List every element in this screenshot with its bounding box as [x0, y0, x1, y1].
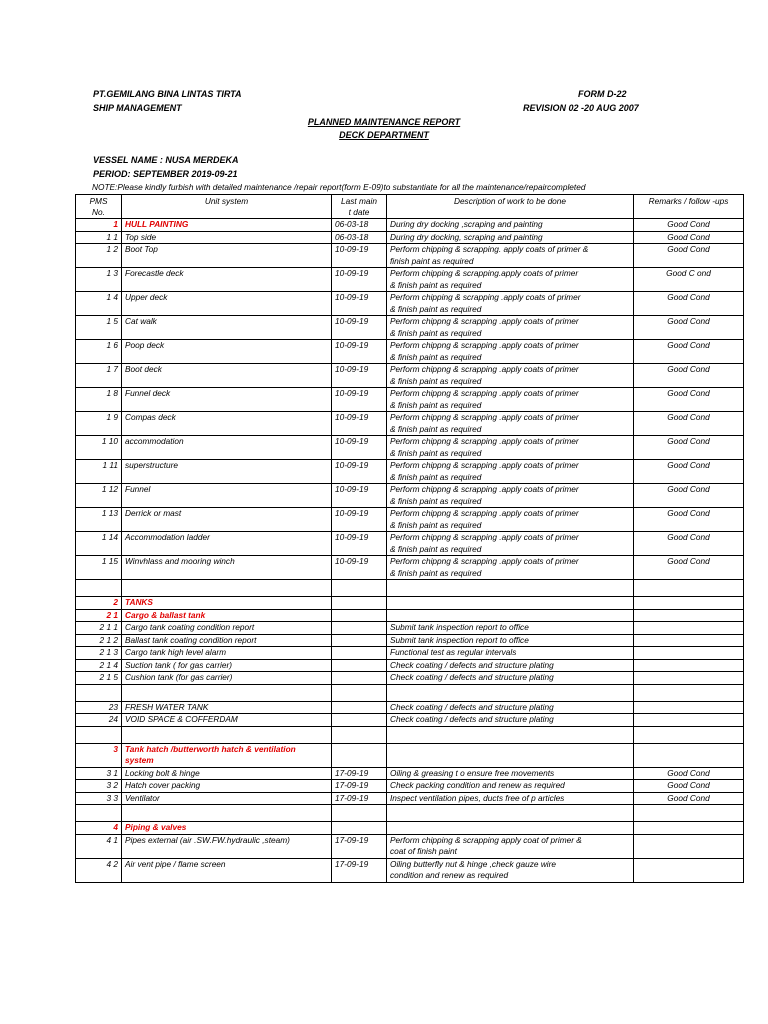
table-row: [76, 460, 744, 484]
pms-number: 1 8: [76, 388, 122, 412]
remarks: Good Cond: [634, 364, 744, 388]
remarks: Good Cond: [634, 244, 744, 268]
pms-number: 1 9: [76, 412, 122, 436]
remarks: [634, 726, 744, 743]
work-description: Perform chippng & scrapping .apply coats of primer & finish paint as required: [387, 508, 634, 532]
pms-number: 3 2: [76, 780, 122, 793]
pms-number: 3: [76, 743, 122, 767]
last-maint-date: 10-09-19: [332, 316, 387, 340]
pms-number: [76, 726, 122, 743]
section-row: [76, 743, 744, 767]
unit-system: accommodation: [122, 436, 332, 460]
unit-system: Cushion tank (for gas carrier): [122, 672, 332, 685]
pms-number: 2: [76, 597, 122, 610]
col-date: Last main t date: [332, 195, 387, 219]
last-maint-date: 10-09-19: [332, 460, 387, 484]
remarks: Good Cond: [634, 219, 744, 232]
remarks: Good Cond: [634, 231, 744, 244]
last-maint-date: [332, 597, 387, 610]
pms-number: 4: [76, 822, 122, 835]
pms-number: 1 13: [76, 508, 122, 532]
unit-system: [122, 726, 332, 743]
work-description: Perform chippng & scrapping .apply coats of primer & finish paint as required: [387, 532, 634, 556]
unit-system: Forecastle deck: [122, 268, 332, 292]
work-description: Functional test as regular intervals: [387, 647, 634, 660]
last-maint-date: [332, 622, 387, 635]
vessel-name: VESSEL NAME : NUSA MERDEKA: [93, 155, 239, 165]
work-description: Perform chipping & scrapping.apply coats of primer & finish paint as required: [387, 268, 634, 292]
last-maint-date: 10-09-19: [332, 340, 387, 364]
work-description: Perform chippng & scrapping .apply coats of primer & finish paint as required: [387, 340, 634, 364]
unit-system: [122, 805, 332, 822]
last-maint-date: [332, 634, 387, 647]
pms-number: 1 3: [76, 268, 122, 292]
pms-number: 1 12: [76, 484, 122, 508]
last-maint-date: [332, 684, 387, 701]
unit-system: Cargo tank high level alarm: [122, 647, 332, 660]
remarks: [634, 634, 744, 647]
remarks: [634, 684, 744, 701]
last-maint-date: 10-09-19: [332, 292, 387, 316]
remarks: [634, 597, 744, 610]
unit-system: Upper deck: [122, 292, 332, 316]
remarks: [634, 822, 744, 835]
unit-system: Funnel deck: [122, 388, 332, 412]
division-name: SHIP MANAGEMENT: [93, 103, 182, 113]
last-maint-date: [332, 805, 387, 822]
last-maint-date: 10-09-19: [332, 244, 387, 268]
remarks: Good Cond: [634, 780, 744, 793]
last-maint-date: 10-09-19: [332, 532, 387, 556]
work-description: Submit tank inspection report to office: [387, 634, 634, 647]
unit-system: Poop deck: [122, 340, 332, 364]
revision-label: REVISION 02 -20 AUG 2007: [523, 103, 639, 113]
unit-system: Locking bolt & hinge: [122, 767, 332, 780]
table-row: [76, 244, 744, 268]
work-description: Check coating / defects and structure plating: [387, 672, 634, 685]
unit-system: Derrick or mast: [122, 508, 332, 532]
work-description: Perform chippng & scrapping .apply coats of primer & finish paint as required: [387, 316, 634, 340]
work-description: [387, 684, 634, 701]
unit-system: Boot Top: [122, 244, 332, 268]
last-maint-date: 10-09-19: [332, 268, 387, 292]
table-row: [76, 231, 744, 244]
section-row: [76, 822, 744, 835]
col-unit: Unit system: [122, 195, 332, 219]
remarks: [634, 701, 744, 714]
pms-number: 2 1 2: [76, 634, 122, 647]
last-maint-date: [332, 714, 387, 727]
table-row: [76, 622, 744, 635]
table-row: [76, 556, 744, 580]
last-maint-date: 17-09-19: [332, 834, 387, 858]
work-description: Perform chippng & scrapping .apply coats of primer & finish paint as required: [387, 412, 634, 436]
work-description: [387, 580, 634, 597]
pms-number: 1 2: [76, 244, 122, 268]
remarks: Good Cond: [634, 316, 744, 340]
remarks: Good Cond: [634, 412, 744, 436]
last-maint-date: [332, 609, 387, 622]
table-row: [76, 508, 744, 532]
table-row: [76, 634, 744, 647]
unit-system: Compas deck: [122, 412, 332, 436]
table-row: [76, 672, 744, 685]
table-row: [76, 726, 744, 743]
remarks: [634, 659, 744, 672]
unit-system: HULL PAINTING: [122, 219, 332, 232]
pms-number: 1 15: [76, 556, 122, 580]
pms-number: 1 14: [76, 532, 122, 556]
remarks: Good Cond: [634, 484, 744, 508]
remarks: [634, 672, 744, 685]
unit-system: Piping & valves: [122, 822, 332, 835]
work-description: [387, 597, 634, 610]
remarks: Good Cond: [634, 388, 744, 412]
col-remarks: Remarks / follow -ups: [634, 195, 744, 219]
remarks: [634, 580, 744, 597]
last-maint-date: [332, 822, 387, 835]
table-header-row: [76, 195, 744, 219]
last-maint-date: [332, 647, 387, 660]
unit-system: Ventilator: [122, 792, 332, 805]
pms-number: 23: [76, 701, 122, 714]
last-maint-date: [332, 659, 387, 672]
table-row: [76, 340, 744, 364]
unit-system: TANKS: [122, 597, 332, 610]
work-description: [387, 805, 634, 822]
table-row: [76, 316, 744, 340]
table-row: [76, 780, 744, 793]
last-maint-date: 10-09-19: [332, 436, 387, 460]
unit-system: VOID SPACE & COFFERDAM: [122, 714, 332, 727]
table-row: [76, 412, 744, 436]
section-row: [76, 219, 744, 232]
unit-system: Ballast tank coating condition report: [122, 634, 332, 647]
remarks: [634, 805, 744, 822]
work-description: During dry docking ,scraping and painting: [387, 219, 634, 232]
pms-number: 1 7: [76, 364, 122, 388]
work-description: Oiling & greasing t o ensure free movements: [387, 767, 634, 780]
pms-number: 2 1 1: [76, 622, 122, 635]
form-number: FORM D-22: [578, 89, 627, 99]
work-description: Oiling butterfly nut & hinge ,check gauze wire condition and renew as required: [387, 858, 634, 882]
work-description: Perform chippng & scrapping .apply coats of primer & finish paint as required: [387, 364, 634, 388]
pms-number: 1: [76, 219, 122, 232]
last-maint-date: 10-09-19: [332, 484, 387, 508]
company-name: PT.GEMILANG BINA LINTAS TIRTA: [93, 89, 242, 99]
unit-system: Pipes external (air .SW.FW.hydraulic ,steam): [122, 834, 332, 858]
last-maint-date: [332, 743, 387, 767]
report-title: PLANNED MAINTENANCE REPORT: [307, 117, 461, 127]
last-maint-date: 17-09-19: [332, 792, 387, 805]
pms-number: 2 1 5: [76, 672, 122, 685]
table-row: [76, 388, 744, 412]
remarks: [634, 622, 744, 635]
work-description: Inspect ventilation pipes, ducts free of p articles: [387, 792, 634, 805]
work-description: Check packing condition and renew as required: [387, 780, 634, 793]
table-row: [76, 647, 744, 660]
section-row: [76, 609, 744, 622]
pms-number: 3 1: [76, 767, 122, 780]
work-description: Perform chippng & scrapping .apply coats of primer & finish paint as required: [387, 484, 634, 508]
remarks: Good Cond: [634, 436, 744, 460]
unit-system: Suction tank ( for gas carrier): [122, 659, 332, 672]
maintenance-table: [75, 194, 744, 883]
last-maint-date: 10-09-19: [332, 388, 387, 412]
pms-number: 4 2: [76, 858, 122, 882]
remarks: Good Cond: [634, 792, 744, 805]
unit-system: Air vent pipe / flame screen: [122, 858, 332, 882]
table-row: [76, 484, 744, 508]
last-maint-date: 10-09-19: [332, 364, 387, 388]
pms-number: 2 1: [76, 609, 122, 622]
col-desc: Description of work to be done: [387, 195, 634, 219]
remarks: Good Cond: [634, 292, 744, 316]
last-maint-date: [332, 672, 387, 685]
table-row: [76, 805, 744, 822]
last-maint-date: 17-09-19: [332, 767, 387, 780]
work-description: Submit tank inspection report to office: [387, 622, 634, 635]
last-maint-date: [332, 726, 387, 743]
work-description: Perform chipping & scrapping. apply coats of primer & finish paint as required: [387, 244, 634, 268]
remarks: Good Cond: [634, 556, 744, 580]
unit-system: Hatch cover packing: [122, 780, 332, 793]
table-row: [76, 701, 744, 714]
pms-number: 24: [76, 714, 122, 727]
pms-number: 1 4: [76, 292, 122, 316]
pms-number: 2 1 4: [76, 659, 122, 672]
work-description: Check coating / defects and structure plating: [387, 701, 634, 714]
last-maint-date: 10-09-19: [332, 508, 387, 532]
table-row: [76, 268, 744, 292]
table-row: [76, 292, 744, 316]
table-row: [76, 684, 744, 701]
unit-system: Cargo & ballast tank: [122, 609, 332, 622]
last-maint-date: 17-09-19: [332, 858, 387, 882]
pms-number: 3 3: [76, 792, 122, 805]
last-maint-date: 06-03-18: [332, 219, 387, 232]
table-row: [76, 532, 744, 556]
unit-system: Tank hatch /butterworth hatch & ventilation system: [122, 743, 332, 767]
pms-number: [76, 580, 122, 597]
table-row: [76, 858, 744, 882]
period-label: PERIOD: SEPTEMBER 2019-09-21: [93, 169, 238, 179]
unit-system: Funnel: [122, 484, 332, 508]
remarks: Good C ond: [634, 268, 744, 292]
work-description: During dry docking, scraping and painting: [387, 231, 634, 244]
pms-number: 1 10: [76, 436, 122, 460]
table-row: [76, 714, 744, 727]
last-maint-date: [332, 701, 387, 714]
unit-system: Top side: [122, 231, 332, 244]
remarks: [634, 647, 744, 660]
unit-system: FRESH WATER TANK: [122, 701, 332, 714]
remarks: Good Cond: [634, 532, 744, 556]
table-row: [76, 792, 744, 805]
work-description: [387, 743, 634, 767]
work-description: Perform chipping & scrapping apply coat of primer & coat of finish paint: [387, 834, 634, 858]
work-description: Check coating / defects and structure plating: [387, 714, 634, 727]
remarks: [634, 609, 744, 622]
last-maint-date: 10-09-19: [332, 556, 387, 580]
pms-number: 4 1: [76, 834, 122, 858]
remarks: [634, 714, 744, 727]
pms-number: [76, 684, 122, 701]
unit-system: Accommodation ladder: [122, 532, 332, 556]
remarks: [634, 834, 744, 858]
unit-system: Winvhlass and mooring winch: [122, 556, 332, 580]
work-description: [387, 822, 634, 835]
work-description: Perform chippng & scrapping .apply coats of primer & finish paint as required: [387, 436, 634, 460]
table-row: [76, 834, 744, 858]
table-row: [76, 436, 744, 460]
table-row: [76, 364, 744, 388]
last-maint-date: [332, 580, 387, 597]
note-text: NOTE:Please kindly furbish with detailed maintenance /repair report(form E-09)to substantiate for all the maintenance/repaircompleted: [92, 182, 586, 192]
work-description: Perform chippng & scrapping .apply coats of primer & finish paint as required: [387, 460, 634, 484]
table-row: [76, 767, 744, 780]
last-maint-date: 10-09-19: [332, 412, 387, 436]
remarks: [634, 743, 744, 767]
col-pms: PMS No.: [76, 195, 122, 219]
pms-number: [76, 805, 122, 822]
work-description: Perform chipping & scrapping .apply coats of primer & finish paint as required: [387, 292, 634, 316]
table-row: [76, 659, 744, 672]
unit-system: Cargo tank coating condition report: [122, 622, 332, 635]
unit-system: [122, 684, 332, 701]
remarks: Good Cond: [634, 767, 744, 780]
table-row: [76, 580, 744, 597]
department-title: DECK DEPARTMENT: [339, 130, 429, 140]
work-description: Perform chippng & scrapping .apply coats of primer & finish paint as required: [387, 388, 634, 412]
remarks: [634, 858, 744, 882]
pms-number: 2 1 3: [76, 647, 122, 660]
unit-system: [122, 580, 332, 597]
pms-number: 1 11: [76, 460, 122, 484]
remarks: Good Cond: [634, 340, 744, 364]
remarks: Good Cond: [634, 460, 744, 484]
work-description: [387, 726, 634, 743]
pms-number: 1 6: [76, 340, 122, 364]
last-maint-date: 06-03-18: [332, 231, 387, 244]
work-description: [387, 609, 634, 622]
section-row: [76, 597, 744, 610]
last-maint-date: 17-09-19: [332, 780, 387, 793]
remarks: Good Cond: [634, 508, 744, 532]
unit-system: superstructure: [122, 460, 332, 484]
unit-system: Cat walk: [122, 316, 332, 340]
work-description: Check coating / defects and structure plating: [387, 659, 634, 672]
pms-number: 1 1: [76, 231, 122, 244]
pms-number: 1 5: [76, 316, 122, 340]
unit-system: Boot deck: [122, 364, 332, 388]
work-description: Perform chippng & scrapping .apply coats of primer & finish paint as required: [387, 556, 634, 580]
